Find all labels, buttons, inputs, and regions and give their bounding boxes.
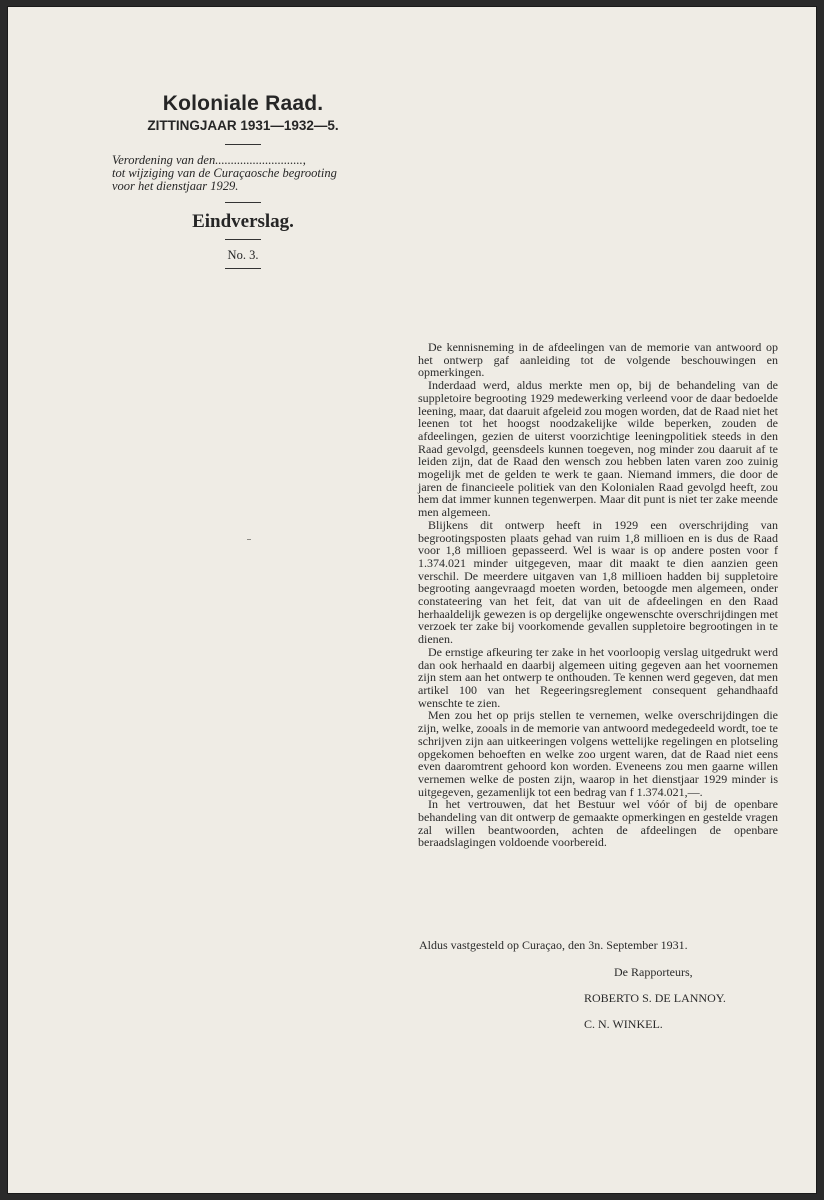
council-title: Koloniale Raad. bbox=[162, 92, 324, 115]
ordinance-line: tot wijziging van de Curaçaosche begrooting bbox=[112, 166, 337, 180]
divider bbox=[225, 144, 261, 145]
report-body bbox=[418, 341, 778, 849]
report-number: No. 3. bbox=[227, 248, 259, 262]
divider bbox=[225, 268, 261, 269]
body-paragraph: In het vertrouwen, dat het Bestuur wel vóór of bij de openbare behandeling van dit ontwerp de gemaakte opmerkingen en gestelde vragen zal willen beantwoorden, achten de afdeelingen de openbare beraadslagingen voldoende voorbereid. bbox=[418, 797, 778, 850]
divider bbox=[225, 239, 261, 240]
ordinance-title bbox=[98, 154, 388, 193]
signatory-1: ROBERTO S. DE LANNOY. bbox=[584, 991, 726, 1005]
ordinance-line: Verordening van den............................, bbox=[112, 153, 306, 167]
body-paragraph: Inderdaad werd, aldus merkte men op, bij de behandeling van de suppletoire begrooting 1929 medewerking verleend voor de daar bedoelde leening, maar, dat daaruit afgeleid zou mogen worden, dat de Raad niet het leenen tot het hoogst noodzakelijke wilde beperken, zouden de afdeelingen, gezien de uiterst voorzichtige leeningpolitiek steeds in den Raad gevolgd, geensdeels kunnen toegeven, nog minder zou daaruit af te leiden zijn, dat de Raad den wensch zou hebben laten varen zoo zuinig mogelijk met de gelden te werk te gaan. Niemand immers, die door de jaren de financieele politiek van den Kolonialen Raad gevolgd heeft, zou hem dat immer kunnen tegenwerpen. Maar dit punt is niet ter zake meende men algemeen. bbox=[418, 378, 778, 520]
document-page bbox=[7, 6, 817, 1194]
body-paragraph: Blijkens dit ontwerp heeft in 1929 een overschrijding van begrootingsposten plaats gehad van ruim 1,8 millioen en is dus de Raad voor 1,8 millioen gepasseerd. Wel is waar is op andere posten voor f 1.374.021 minder uitgegeven, maar dit maakt te dien aanzien geen verschil. De meerdere uitgaven van 1,8 millioen hadden bij suppletoire begrooting aangevraagd moeten worden, betoogde men algemeen, onder constateering van het feit, dat van uit de afdeelingen en den Raad herhaaldelijk gewezen is op dergelijke ongewenschte overschrijdingen met verzoek ter zake bij voorkomende gevallen suppletoire begrootingen in te dienen. bbox=[418, 517, 778, 647]
ordinance-line: voor het dienstjaar 1929. bbox=[112, 179, 239, 193]
body-paragraph: De kennisneming in de afdeelingen van de memorie van antwoord op het ontwerp gaf aanleiding tot de volgende beschouwingen en opmerkingen. bbox=[418, 340, 778, 380]
rapporteurs-label: De Rapporteurs, bbox=[614, 965, 693, 979]
place-date: Aldus vastgesteld op Curaçao, den 3n. September 1931. bbox=[419, 938, 688, 952]
body-paragraph: Men zou het op prijs stellen te vernemen, welke overschrijdingen die zijn, welke, zooals in de memorie van antwoord medegedeeld wordt, toe te schrijven zijn aan uitkeeringen volgens wettelijke regelingen en plotseling opgekomen behoeften en welke zoo urgent waren, dat de Raad niet eens even daaromtrent gehoord kon worden. Eveneens zou men gaarne willen vernemen welke de posten zijn, waarop in het dienstjaar 1929 minder is uitgegeven, gezamenlijk tot een bedrag van f 1.374.021,—. bbox=[418, 708, 778, 799]
report-title: Eindverslag. bbox=[192, 211, 294, 232]
paper-speck bbox=[247, 539, 251, 540]
divider bbox=[225, 202, 261, 203]
session-year: ZITTINGJAAR 1931—1932—5. bbox=[147, 118, 339, 133]
document-header bbox=[98, 91, 388, 269]
body-paragraph: De ernstige afkeuring ter zake in het voorloopig verslag uitgedrukt werd dan ook herhaald en daarbij algemeen uiting gegeven aan het voornemen zijn stem aan het ontwerp te onthouden. Te kennen werd gegeven, dat men artikel 100 van het Regeeringsreglement consequent gehandhaafd wenschte te zien. bbox=[418, 644, 778, 710]
signatory-2: C. N. WINKEL. bbox=[584, 1017, 663, 1031]
